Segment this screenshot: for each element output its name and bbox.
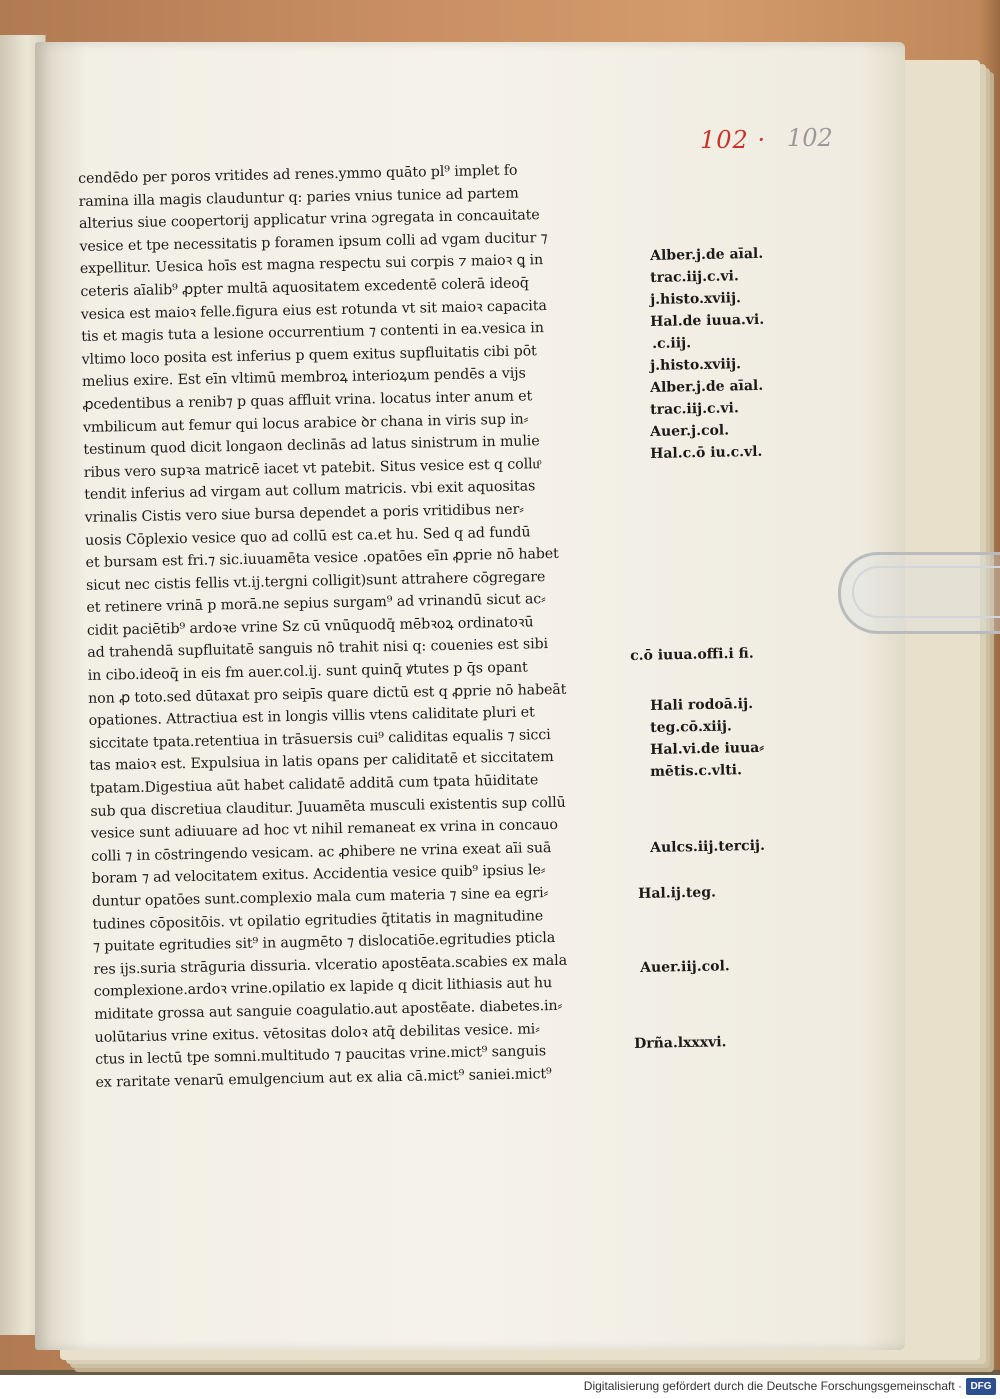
margin-note: j.histo.xviij. xyxy=(650,356,742,374)
text-line: vesica est maioꝛ felle.figura eius est rotunda vt sit maioꝛ capacita xyxy=(80,297,547,323)
text-line: cendēdo per poros vritides ad renes.ymmo quāto pl⁹ implet fo xyxy=(78,162,518,187)
text-line: res ijs.suria strāguria dissuria. vlceratio apostēata.scabies ex mala xyxy=(93,952,568,978)
text-line: non ꝓ toto.sed dūtaxat pro seipīs quare dictū est q ꝓprie nō habeāt xyxy=(88,681,567,707)
text-line: ꝓcedentibus a renib⁊ p quas affluit vrina. locatus inter anum et xyxy=(82,388,533,413)
margin-note: Hali rodoā.ij. xyxy=(650,696,754,714)
footer-bar xyxy=(0,1375,1000,1399)
text-line: ribus vero supꝛa matricē iacet vt patebit. Situs vesice est q colluͦ xyxy=(83,455,540,481)
margin-note: Hal.de iuua.vi. xyxy=(650,311,765,330)
text-line: vmbilicum aut femur qui locus arabice ꝺr chana in viris sup in⸗ xyxy=(82,410,529,436)
margin-note: .c.iij. xyxy=(652,335,692,352)
text-line: vesice et tpe necessitatis p foramen ipsum colli ad vgam ducitur ⁊ xyxy=(79,229,548,255)
text-line: tendit inferius ad virgam aut collum matricis. vbi exit aquositas xyxy=(84,478,536,504)
text-line: et bursam est fri.⁊ sic.iuuamēta vesice .opatōes eīn ꝓprie nō habet xyxy=(85,545,559,572)
text-line: miditate grossa aut sanguie coagulatio.aut apostēate. diabetes.in⸗ xyxy=(94,997,563,1023)
text-line: et retinere vrinā p morā.ne sepius surgam⁹ ad vrinandū sicut ac⸗ xyxy=(86,591,546,617)
text-line: siccitate tpata.retentiua in trāsuersis cui⁹ caliditas equalis ⁊ sicci xyxy=(88,726,551,752)
text-line: uolūtarius vrine exitus. vētositas doloꝛ atq̄ debilitas vesice. mi⸗ xyxy=(94,1020,540,1046)
text-line: tis et magis tuta a lesione occurrentium ⁊ contenti in ea.vesica in xyxy=(81,320,544,346)
text-line: boram ⁊ ad velocitatem exitus. Accidentia vesice quib⁹ ipsius le⸗ xyxy=(91,862,546,888)
text-line: testinum quod dicit longaon declinās ad latus sinistrum in mulie xyxy=(83,433,540,459)
text-line: sicut nec cistis fellis vt.ij.tergni colligit)sunt attrahere cōgregare xyxy=(85,568,546,594)
text-line: ctus in lectū tpe somni.multitudo ⁊ paucitas vrine.mict⁹ sanguis xyxy=(94,1043,547,1068)
text-line: opationes. Attractiua est in longis villis vtens caliditate pluri et xyxy=(88,704,535,730)
text-line: colli ⁊ in cōstringendo vesicam. ac ꝓhibere ne vrina exeat aīi suā xyxy=(91,839,552,865)
funding-credit: Digitalisierung gefördert durch die Deutsche Forschungsgemeinschaft · xyxy=(583,1379,962,1393)
text-line: expellitur. Uesica hoīs est magna respectu sui corpis ⁊ maioꝛ ꝗ in xyxy=(79,252,544,278)
margin-note: trac.iij.c.vi. xyxy=(650,400,739,418)
margin-note: trac.iij.c.vi. xyxy=(650,268,739,286)
folio-number-pencil: 102 xyxy=(787,124,833,152)
margin-note: c.ō iuua.offi.i fi. xyxy=(630,645,754,664)
text-line: complexione.ardoꝛ vrine.opilatio ex lapide q dicit lithiasis aut hu xyxy=(93,975,553,1001)
text-line: ad trahendā supfluitatē sanguis nō trahit nisi q: couenies est sibi xyxy=(87,636,549,662)
text-line: tpatam.Digestiua aūt habet calidatē additā cum tpata hūiditate xyxy=(89,772,539,797)
margin-note: j.histo.xviij. xyxy=(650,290,742,308)
margin-note: Hal.ij.teg. xyxy=(638,884,717,902)
text-line: in cibo.ideoq̄ in eis fm auer.col.ij. sunt quinq̄ ꝟtutes p q̄s opant xyxy=(87,659,528,684)
margin-note: mētis.c.vlti. xyxy=(650,762,743,780)
text-line: tudines cōpositōis. vt opilatio egritudies q̄titatis in magnitudine xyxy=(92,907,544,933)
text-line: vrinalis Cistis vero siue bursa dependet a poris vritidibus ner⸗ xyxy=(84,501,524,526)
text-line: tas maioꝛ est. Expulsiua in latis opans per caliditatē et siccitatem xyxy=(89,749,554,775)
text-line: melius exire. Est eīn vltimū membroꝝ interioꝝum pendēs a vijs xyxy=(81,365,526,391)
page-clip-inner xyxy=(852,566,1000,618)
margin-note: Alber.j.de aīal. xyxy=(650,245,764,264)
margin-note: Auer.j.col. xyxy=(650,422,730,440)
margin-note: Hal.c.ō iu.c.vl. xyxy=(650,443,763,462)
cover-edge xyxy=(978,0,1000,1370)
text-line: ceteris aīalib⁹ ꝓpter multā aquositatem excedentē colerā ideoq̄ xyxy=(80,275,529,300)
text-line: vesice sunt adiuuare ad hoc vt nihil remaneat ex vrina in concauo xyxy=(90,817,559,843)
margin-note: Alber.j.de aīal. xyxy=(650,377,764,396)
main-text-block xyxy=(78,157,666,1094)
text-line: sub qua discretiua clauditur. Juuamēta musculi existentis sup collū xyxy=(90,794,566,820)
folio-number-red: 102 · xyxy=(700,126,767,154)
margin-note: teg.cō.xiij. xyxy=(650,718,732,736)
margin-note: Hal.vi.de iuua⸗ xyxy=(650,739,765,758)
text-line: ex raritate venarū emulgencium aut ex alia cā.mict⁹ saniei.mict⁹ xyxy=(95,1065,552,1091)
text-line: cidit paciētib⁹ ardoꝛe vrine Sz cū vnūquodq̄ mēbꝛoꝝ ordinatoꝛū xyxy=(86,614,534,639)
text-line: uosis Cōplexio vesice quo ad collū est ca.et hu. Sed q ad fundū xyxy=(84,523,531,549)
text-line: ⁊ puitate egritudies sit⁹ in augmēto ⁊ dislocatiōe.egritudies pticla xyxy=(92,930,556,956)
text-line: vltimo loco posita est inferius p quem exitus supfluitatis cibi pōt xyxy=(81,342,537,368)
dfg-logo: DFG xyxy=(966,1378,996,1395)
margin-note: Aulcs.iij.tercij. xyxy=(650,837,766,856)
margin-note: Drña.lxxxvi. xyxy=(634,1034,727,1052)
margin-note: Auer.iij.col. xyxy=(640,958,730,976)
text-line: alterius siue coopertorij applicatur vrina ɔgregata in concauitate xyxy=(78,207,540,233)
text-line: ramina illa magis clauduntur q: paries vnius tunice ad partem xyxy=(78,185,519,210)
text-line: duntur opatōes sunt.complexio mala cum materia ⁊ sine ea egri⸗ xyxy=(91,885,549,910)
